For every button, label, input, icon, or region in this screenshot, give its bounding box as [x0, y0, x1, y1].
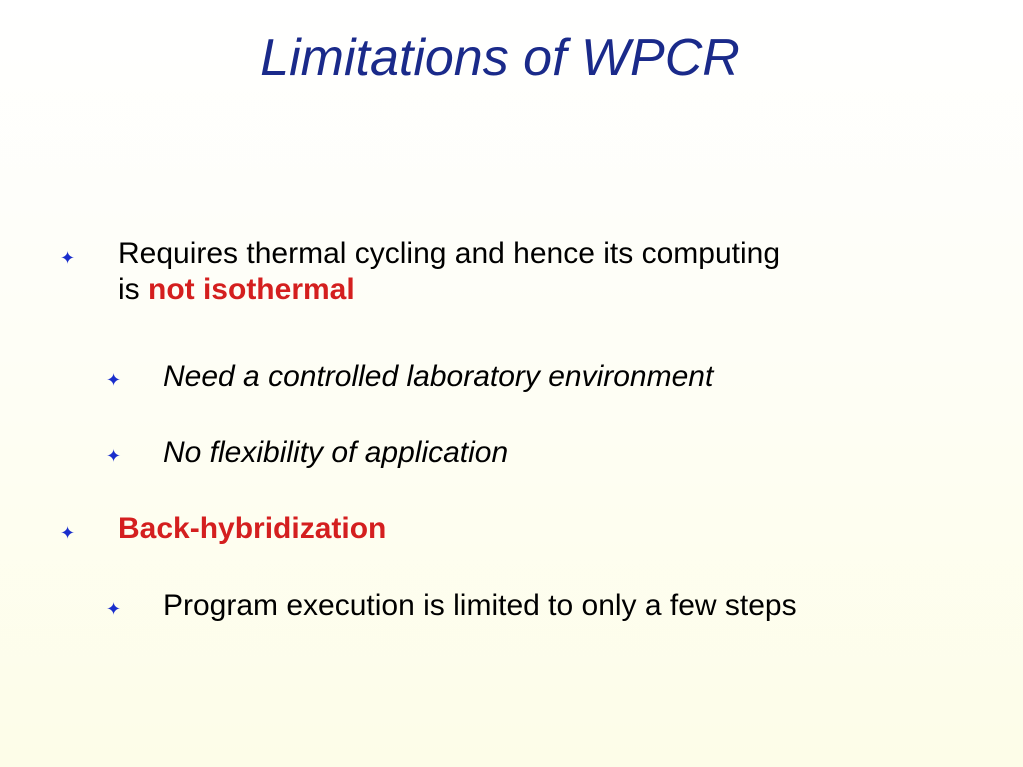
bullet-text-line2-prefix: is [118, 273, 148, 306]
sub-bullet-text-program-execution: Program execution is limited to only a few steps [163, 589, 797, 622]
bullet-text-back-hybridization: Back-hybridization [118, 512, 387, 545]
bullet-star-icon: ✦ [60, 523, 76, 544]
bullet-star-icon: ✦ [60, 248, 76, 269]
bullet-text-line1: Requires thermal cycling and hence its computing [118, 237, 781, 270]
bullet-star-icon: ✦ [106, 370, 122, 391]
bullet-star-icon: ✦ [106, 446, 122, 467]
sub-bullet-text-flexibility: No flexibility of application [163, 436, 509, 469]
emphasis-not-isothermal: not isothermal [148, 273, 355, 306]
slide-title: Limitations of WPCR [260, 29, 740, 87]
sub-bullet-text-laboratory: Need a controlled laboratory environment [163, 360, 714, 393]
bullet-star-icon: ✦ [106, 599, 122, 620]
bullet-text-thermal-cycling [118, 236, 780, 308]
